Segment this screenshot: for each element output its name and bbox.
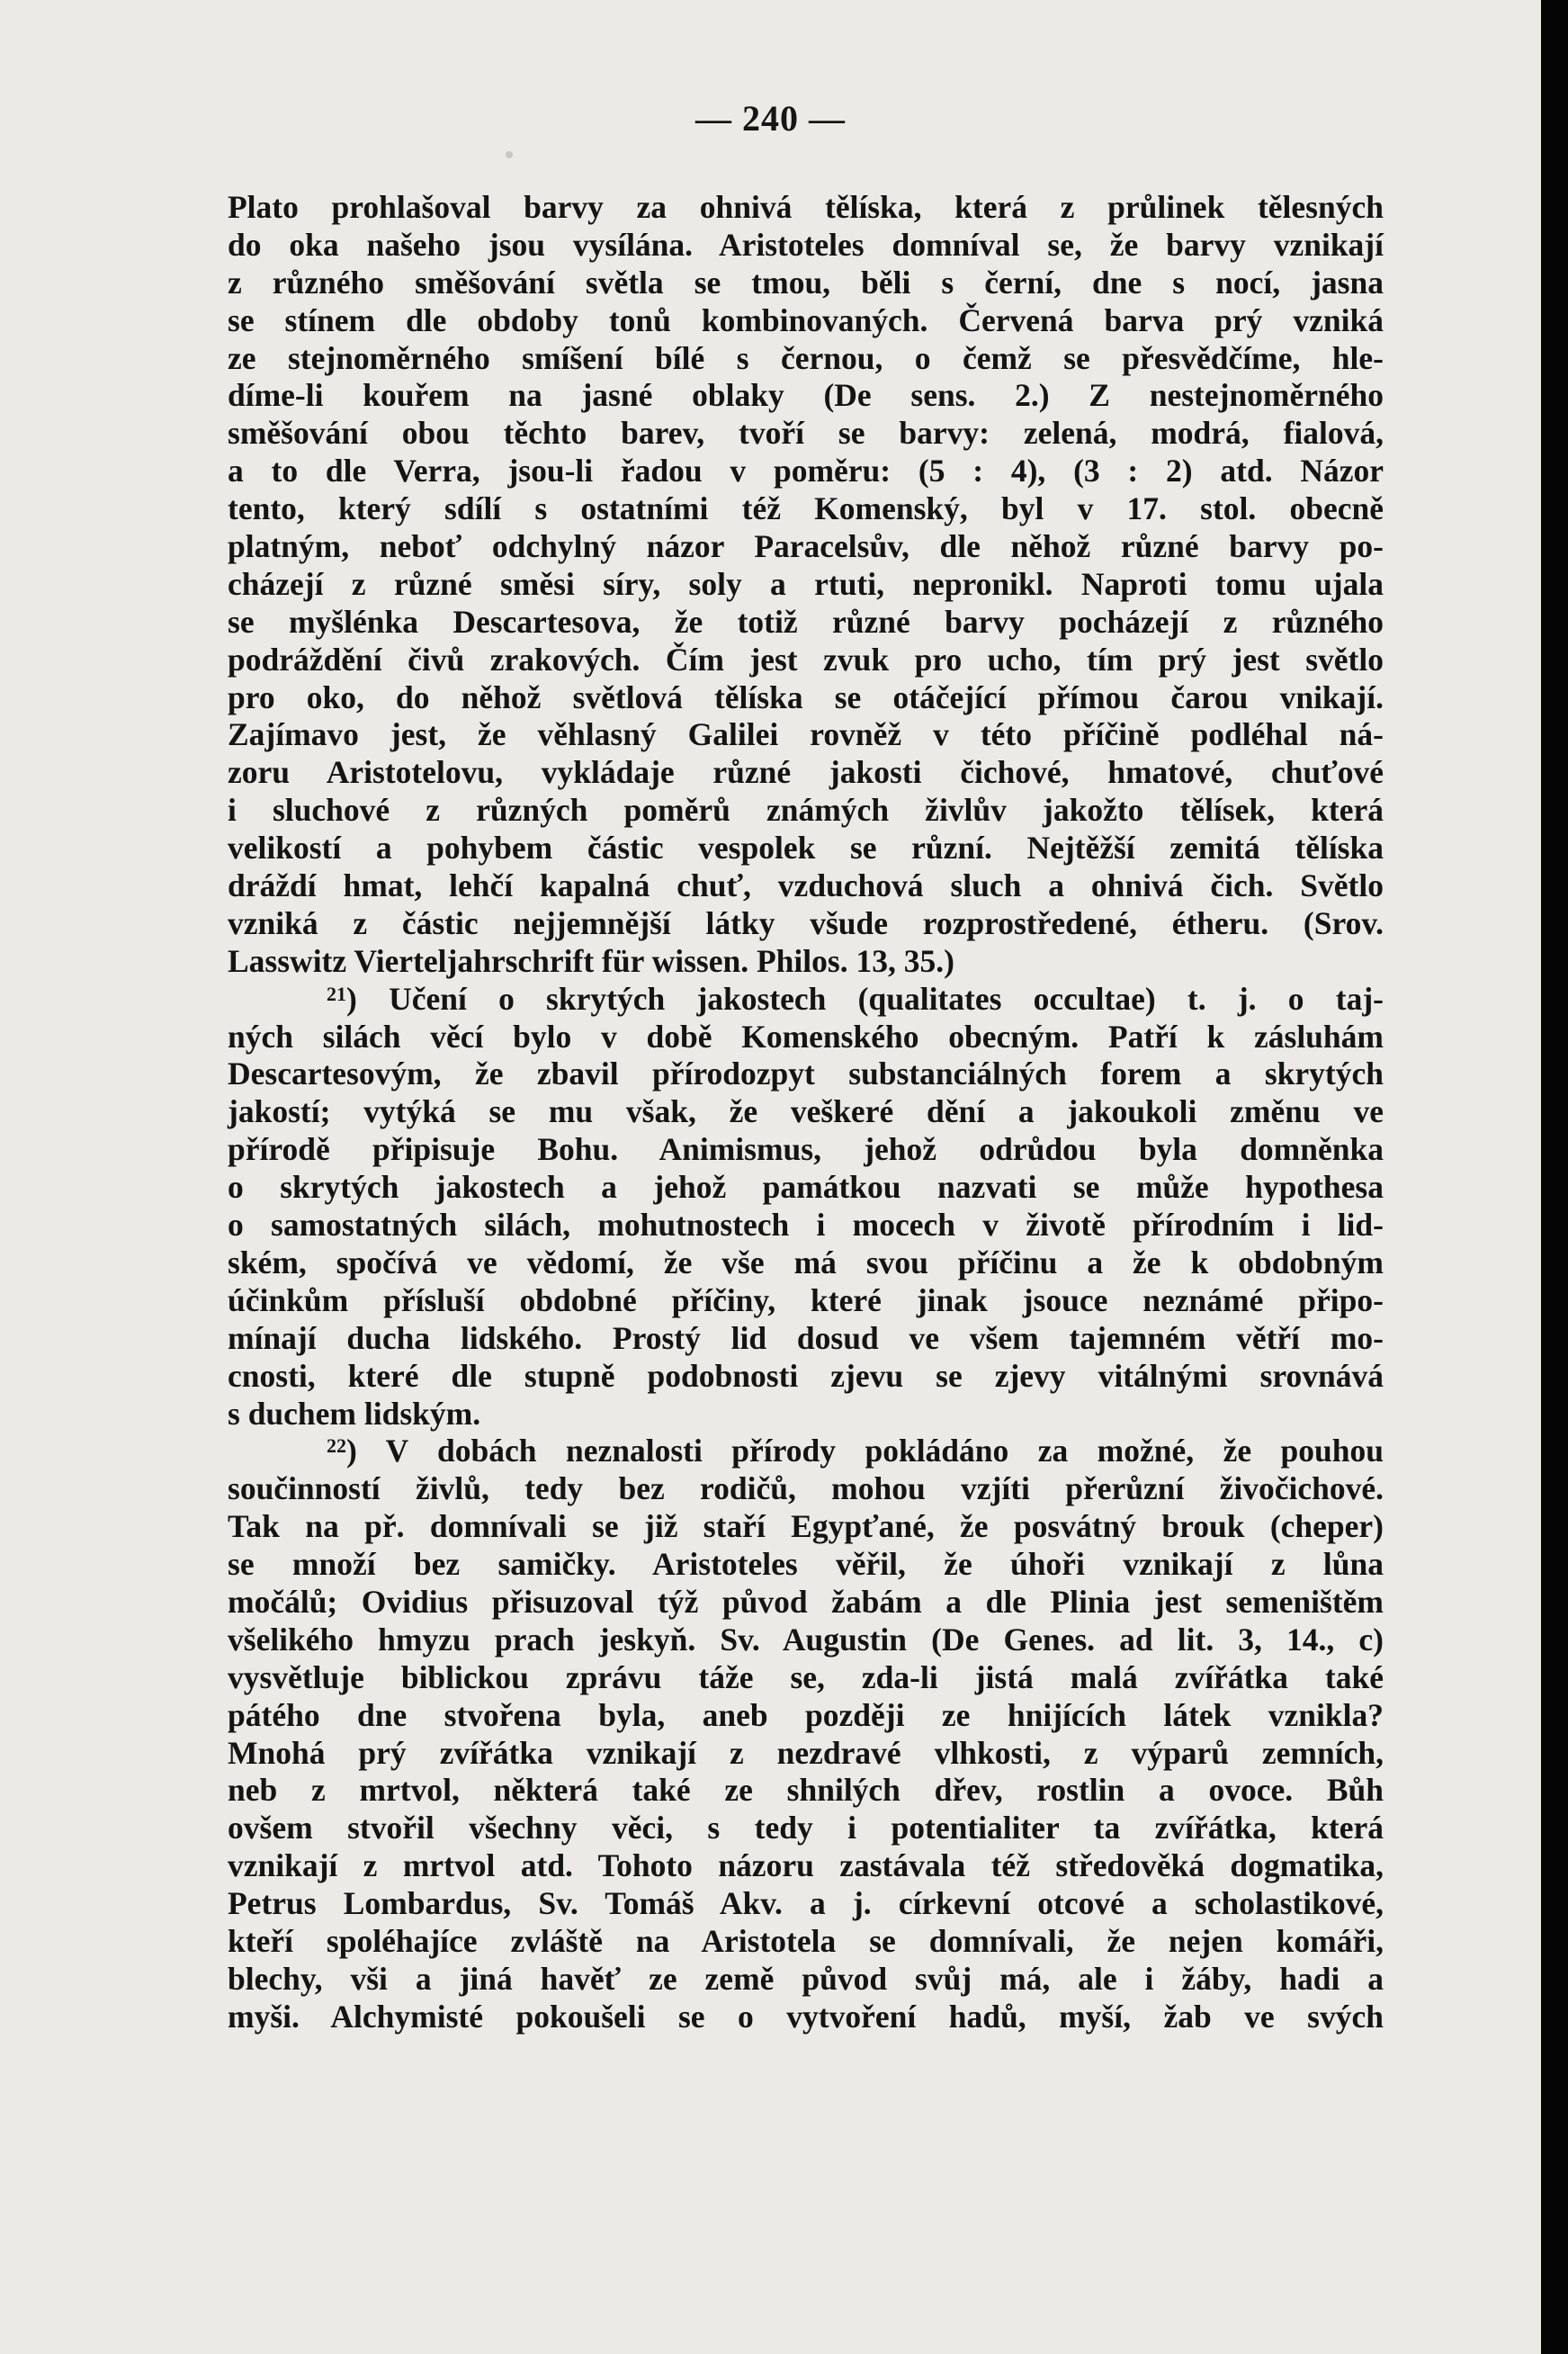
footnote-text: ) Učení o skrytých jakostech (qualitates occultae) t. j. o taj- [346, 980, 1384, 1017]
text-line: součinností živlů, tedy bez rodičů, mohou vzjíti přerůzní živočichové. [228, 1470, 1384, 1507]
footnote-22 [228, 1433, 1384, 2035]
text-line: o skrytých jakostech a jehož památkou nazvati se může hypothesa [228, 1169, 1384, 1206]
text-line: s duchem lidským. [228, 1395, 481, 1432]
text-line: Lasswitz Vierteljahrschrift für wissen. Philos. 13, 35.) [228, 942, 954, 979]
scan-border [1541, 0, 1568, 2354]
text-line: a to dle Verra, jsou-li řadou v poměru: (5 : 4), (3 : 2) atd. Názor [228, 453, 1384, 490]
text-line: podráždění čivů zrakových. Čím jest zvuk pro ucho, tím prý jest světlo [228, 641, 1384, 678]
text-line: směšování obou těchto barev, tvoří se barvy: zelená, modrá, fialová, [228, 415, 1384, 452]
text-line: zoru Aristotelovu, vykládaje různé jakosti čichové, hmatové, chuťové [228, 754, 1384, 791]
text-line: cnosti, které dle stupně podobnosti zjevu se zjevy vitálnými srovnává [228, 1357, 1384, 1394]
text-line: se stínem dle obdoby tonů kombinovaných. Červená barva prý vzniká [228, 301, 1384, 338]
text-line: vysvětluje biblickou zprávu táže se, zda-li jistá malá zvířátka také [228, 1658, 1384, 1695]
footnote-number: 21 [327, 982, 346, 1005]
text-line: z různého směšování světla se tmou, běli s černí, dne s nocí, jasna [228, 264, 1384, 301]
text-line: ském, spočívá ve vědomí, že vše má svou příčinu a že k obdobným [228, 1244, 1384, 1280]
text-line: Mnohá prý zvířátka vznikají z nezdravé vlhkosti, z výparů zemních, [228, 1734, 1384, 1771]
text-line: účinkům přísluší obdobné příčiny, které jinak jsouce neznámé připo- [228, 1281, 1384, 1318]
text-line: vzniká z částic nejjemnější látky všude rozprostředené, étheru. (Srov. [228, 904, 1384, 941]
text-line: blechy, vši a jiná havěť ze země původ svůj má, ale i žáby, hadi a [228, 1960, 1384, 1997]
body-text [228, 189, 1384, 2036]
text-line: velikostí a pohybem částic vespolek se různí. Nejtěžší zemitá tělíska [228, 830, 1384, 867]
text-line: neb z mrtvol, některá také ze shnilých dřev, rostlin a ovoce. Bůh [228, 1772, 1384, 1809]
text-line: všelikého hmyzu prach jeskyň. Sv. Augustin (De Genes. ad lit. 3, 14., c) [228, 1621, 1384, 1658]
text-line: o samostatných silách, mohutnostech i mocech v životě přírodním i lid- [228, 1207, 1384, 1244]
text-line: pro oko, do něhož světlová tělíska se otáčející přímou čarou vnikají. [228, 678, 1384, 715]
text-line: mínají ducha lidského. Prostý lid dosud ve všem tajemném větří mo- [228, 1319, 1384, 1356]
paragraph-continuation [228, 189, 1384, 981]
text-line: Tak na př. domnívali se již staří Egypťané, že posvátný brouk (cheper) [228, 1508, 1384, 1545]
text-line: pátého dne stvořena byla, aneb později ze hnijících látek vznikla? [228, 1696, 1384, 1733]
text-line: i sluchové z různých poměrů známých živlův jakožto tělísek, která [228, 792, 1384, 829]
text-line: přírodě připisuje Bohu. Animismus, jehož odrůdou byla domněnka [228, 1131, 1384, 1168]
text-line: Zajímavo jest, že věhlasný Galilei rovněž v této příčině podléhal ná- [228, 716, 1384, 753]
paper-speck [506, 151, 513, 158]
text-line: se množí bez samičky. Aristoteles věřil, že úhoři vznikají z lůna [228, 1546, 1384, 1583]
text-line: do oka našeho jsou vysílána. Aristoteles domníval se, že barvy vznikají [228, 226, 1384, 263]
footnote-number: 22 [327, 1434, 346, 1458]
text-line: cházejí z různé směsi síry, soly a rtuti, nepronikl. Naproti tomu ujala [228, 565, 1384, 602]
text-line: ovšem stvořil všechny věci, s tedy i potentialiter ta zvířátka, která [228, 1810, 1384, 1846]
text-line: díme-li kouřem na jasné oblaky (De sens. 2.) Z nestejnoměrného [228, 377, 1384, 414]
footnote-21 [228, 981, 1384, 1433]
footnote-first-line [228, 1433, 1384, 1470]
text-line: močálů; Ovidius přisuzoval týž původ žabám a dle Plinia jest semeništěm [228, 1583, 1384, 1620]
text-line: dráždí hmat, lehčí kapalná chuť, vzduchová sluch a ohnivá čich. Světlo [228, 867, 1384, 904]
text-line: se myšlénka Descartesova, že totiž různé barvy pocházejí z různého [228, 603, 1384, 640]
text-line: ných silách věcí bylo v době Komenského obecným. Patří k zásluhám [228, 1018, 1384, 1055]
text-line: Petrus Lombardus, Sv. Tomáš Akv. a j. církevní otcové a scholastikové, [228, 1885, 1384, 1922]
footnote-first-line [228, 981, 1384, 1019]
page-number: — 240 — [695, 98, 846, 139]
text-line: Descartesovým, že zbavil přírodozpyt substanciálných forem a skrytých [228, 1056, 1384, 1092]
text-line: tento, který sdílí s ostatními též Komenský, byl v 17. stol. obecně [228, 490, 1384, 527]
text-line: kteří spoléhajíce zvláště na Aristotela se domnívali, že nejen komáři, [228, 1922, 1384, 1959]
text-line: Plato prohlašoval barvy za ohnivá tělíska, která z průlinek tělesných [228, 189, 1384, 225]
text-line: vznikají z mrtvol atd. Tohoto názoru zastávala též středověká dogmatika, [228, 1847, 1384, 1884]
text-line: platným, neboť odchylný názor Paracelsův, dle něhož různé barvy po- [228, 528, 1384, 565]
footnote-text: ) V dobách neznalosti přírody pokládáno za možné, že pouhou [346, 1433, 1384, 1469]
text-line: jakostí; vytýká se mu však, že veškeré dění a jakoukoli změnu ve [228, 1093, 1384, 1130]
text-line: ze stejnoměrného smíšení bílé s černou, o čemž se přesvědčíme, hle- [228, 339, 1384, 376]
text-line: myši. Alchymisté pokoušeli se o vytvoření hadů, myší, žab ve svých [228, 1998, 1384, 2035]
